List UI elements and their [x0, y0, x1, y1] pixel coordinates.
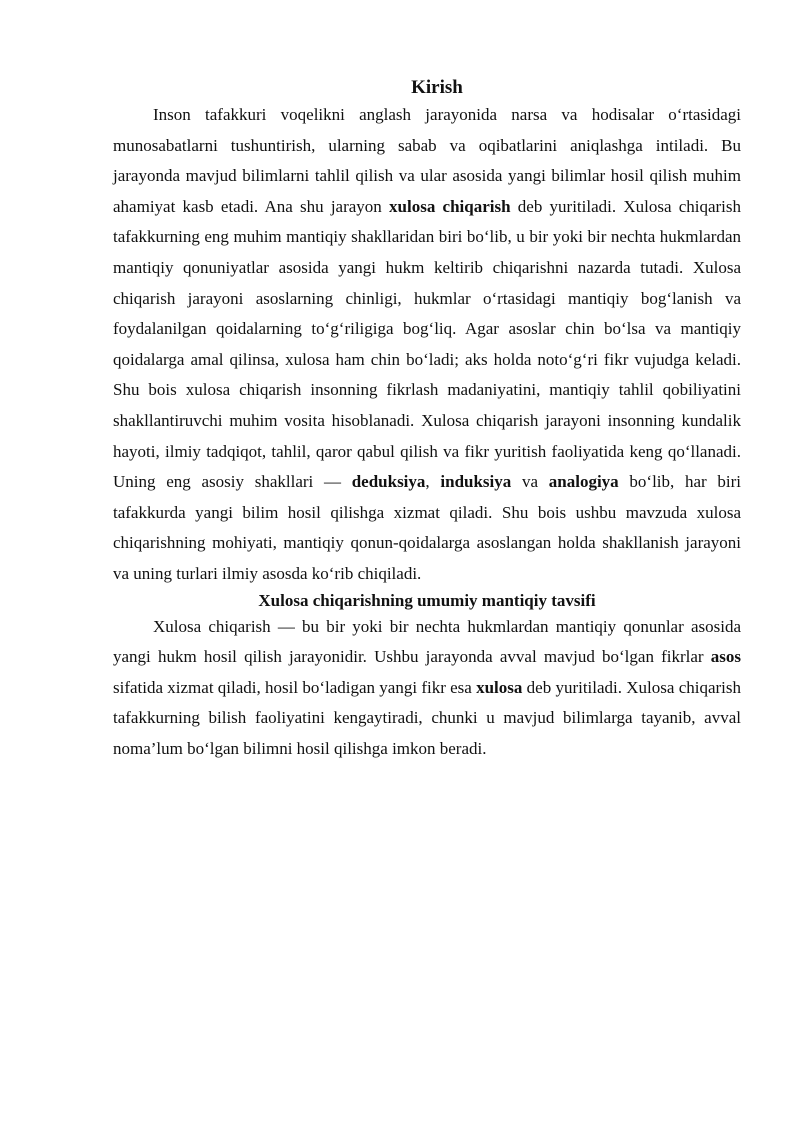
bold-term-xulosa-chiqarish: xulosa chiqarish — [389, 196, 511, 216]
text-run: va — [511, 472, 549, 492]
text-run: Inson tafakkuri voqelikni anglash jarayonida narsa va hodisalar o‘rtasidagi munosabatlarni tushuntirish, ularning sabab va oqibatlarini aniqlashga intiladi. Bu jarayonda mavjud bilimlarni tahlil qilish va ular asosida yangi bilimlar hosil qilish muhim ahamiyat kasb etadi. Ana shu jarayon — [113, 105, 741, 216]
bold-term-analogiya: analogiya — [548, 472, 619, 492]
section-paragraph — [113, 612, 741, 765]
bold-term-deduksiya: deduksiya — [351, 472, 426, 492]
text-run: , — [425, 472, 441, 492]
bold-term-induksiya: induksiya — [440, 472, 512, 492]
document-content — [113, 76, 741, 764]
text-run: deb yuritiladi. Xulosa chiqarish tafakkurning eng muhim mantiqiy shakllaridan biri bo‘lib, u bir yoki bir nechta hukmlardan mantiqiy qonuniyatlar asosida yangi hukm keltirib chiqarishni nazarda tutadi. Xulosa chiqarish jarayoni asoslarning chinligi, hukmlar o‘rtasidagi mantiqiy bog‘lanish va foydalanilgan qoidalarning to‘g‘riligiga bog‘liq. Agar asoslar chin bo‘lsa va mantiqiy qoidalarga amal qilinsa, xulosa ham chin bo‘ladi; aks holda noto‘g‘ri fikr vujudga keladi. Shu bois xulosa chiqarish insonning fikrlash madaniyatini, mantiqiy tahlil qobiliyatini shakllantiruvchi muhim vosita hisoblanadi. Xulosa chiqarish jarayoni insonning kundalik hayoti, ilmiy tadqiqot, tahlil, qaror qabul qilish va fikr yuritish faoliyatida keng qo‘llanadi. Uning eng asosiy shakllari — — [113, 196, 742, 492]
bold-term-xulosa: xulosa — [476, 677, 523, 697]
section-heading: Xulosa chiqarishning umumiy mantiqiy tavsifi — [258, 590, 596, 610]
text-run: deb yuritiladi. Xulosa chiqarish tafakkurning bilish faoliyatini kengaytiradi, chunki u mavjud bilimlarga tayanib, avval noma’lum bo‘lgan bilimni hosil qilishga imkon beradi. — [113, 677, 742, 758]
text-run: bo‘lib, har biri tafakkurda yangi bilim hosil qilishga xizmat qiladi. Shu bois ushbu mavzuda xulosa chiqarishning mohiyati, mantiqiy qonun-qoidalarga asoslangan holda shakllanish jarayoni va uning turlari ilmiy asosda ko‘rib chiqiladi. — [113, 472, 742, 583]
page-title: Kirish — [411, 77, 463, 98]
text-run: sifatida xizmat qiladi, hosil bo‘ladigan yangi fikr esa — [113, 677, 477, 697]
text-run: Xulosa chiqarish — bu bir yoki bir nechta hukmlardan mantiqiy qonunlar asosida yangi hukm hosil qilish jarayonidir. Ushbu jarayonda avval mavjud bo‘lgan fikrlar — [113, 616, 741, 667]
bold-term-asos: asos — [710, 647, 741, 667]
intro-paragraph — [113, 100, 741, 590]
